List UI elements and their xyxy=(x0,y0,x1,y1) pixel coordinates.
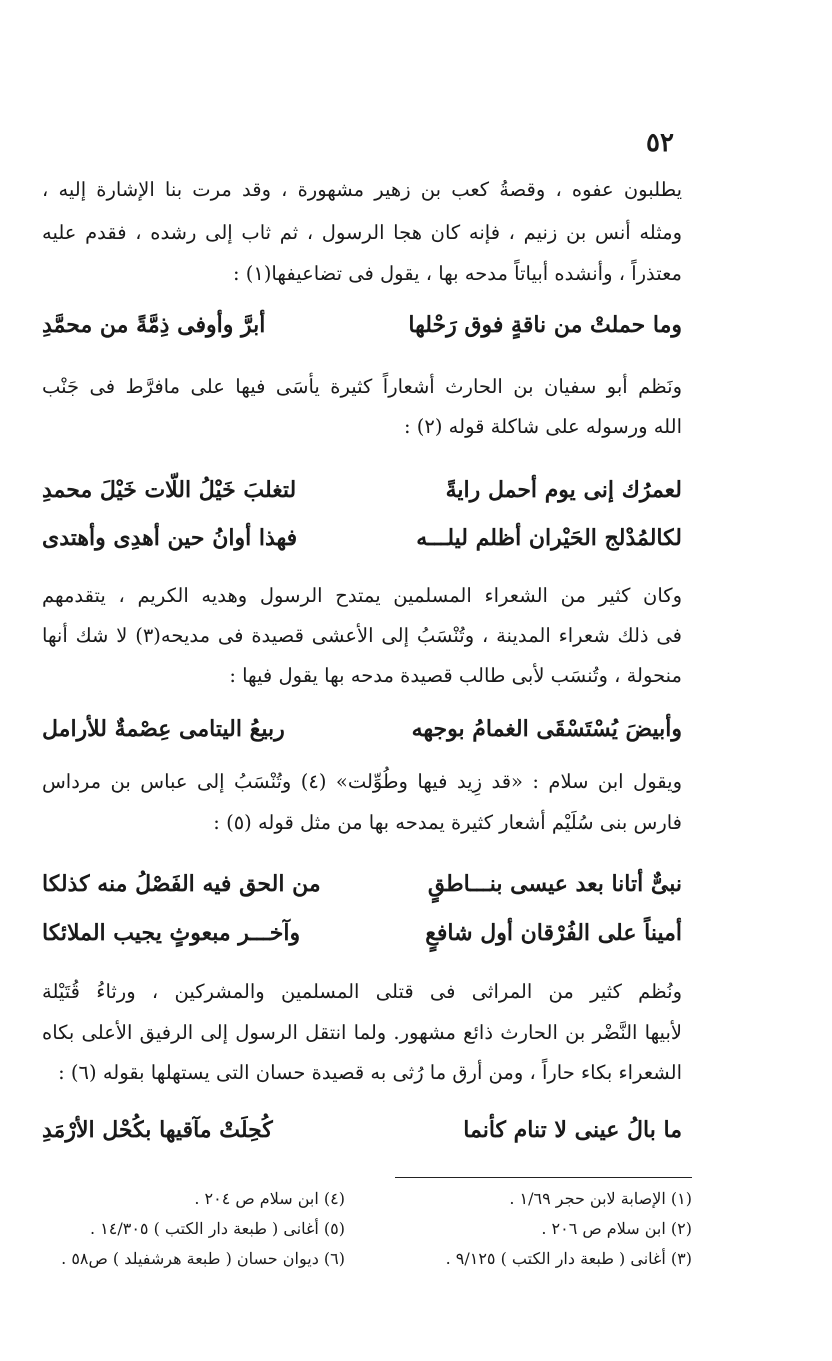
verse-1-first-hemistich: وما حملتْ من ناقةٍ فوق رَحْلها xyxy=(408,312,682,338)
paragraph-5-line-3: الشعراء بكاء حاراً ، ومن أرق ما رُثى به قصيدة حسان التى يستهلها بقوله (٦) : xyxy=(58,1061,682,1084)
footnote-5: (٥) أغانى ( طبعة دار الكتب ) ١٤/٣٠٥ . xyxy=(89,1219,345,1238)
paragraph-5-line-2: لأبيها النَّضْر بن الحارث ذائع مشهور. ولما انتقل الرسول إلى الرفيق الأعلى بكاه xyxy=(42,1021,682,1044)
verse-3-second-hemistich: ربيعُ اليتامى عِصْمةٌ للأرامل xyxy=(42,716,285,742)
verse-2a-first-hemistich: لعمرُك إنى يوم أحمل رايةً xyxy=(445,477,682,503)
footnote-1: (١) الإصابة لابن حجر ١/٦٩ . xyxy=(509,1189,692,1208)
paragraph-1-line-2: ومثله أنس بن زنيم ، فإنه كان هجا الرسول ، ثم ثاب إلى رشده ، فقدم عليه xyxy=(42,221,682,244)
footnote-2: (٢) ابن سلام ص ٢٠٦ . xyxy=(541,1219,692,1238)
paragraph-2-line-1: ونَظم أبو سفيان بن الحارث أشعاراً كثيرة يأسَى فيها على مافرَّط فى جَنْب xyxy=(42,375,682,398)
verse-3-first-hemistich: وأبيضَ يُسْتَسْقَى الغمامُ بوجهه xyxy=(411,716,682,742)
paragraph-1-line-1: يطلبون عفوه ، وقصةُ كعب بن زهير مشهورة ، وقد مرت بنا الإشارة إليه ، xyxy=(42,178,682,201)
paragraph-3-line-1: وكان كثير من الشعراء المسلمين يمتدح الرسول وهديه الكريم ، يتقدمهم xyxy=(42,584,682,607)
footnote-6: (٦) ديوان حسان ( طبعة هرشفيلد ) ص٥٨ . xyxy=(61,1249,345,1268)
paragraph-1-line-3: معتذراً ، وأنشده أبياتاً مدحه بها ، يقول فى تضاعيفها(١) : xyxy=(232,262,682,285)
paragraph-3-line-3: منحولة ، وتُنسَب لأبى طالب قصيدة مدحه بها يقول فيها : xyxy=(229,664,682,687)
paragraph-5-line-1: ونُظم كثير من المراثى فى قتلى المسلمين والمشركين ، ورثاءُ قُتَيْلة xyxy=(42,980,682,1003)
footnote-4: (٤) ابن سلام ص ٢٠٤ . xyxy=(194,1189,345,1208)
verse-4a-first-hemistich: نبىٌّ أتانا بعد عيسى بنـــاطقٍ xyxy=(427,871,682,897)
verse-2b-first-hemistich: لكالمُدْلج الحَيْران أظلم ليلـــه xyxy=(416,525,682,551)
verse-4b-first-hemistich: أميناً على الفُرْقان أول شافعٍ xyxy=(425,920,682,946)
footnote-3: (٣) أغانى ( طبعة دار الكتب ) ٩/١٢٥ . xyxy=(445,1249,692,1268)
verse-2a-second-hemistich: لتغلبَ خَيْلُ اللّات خَيْلَ محمدِ xyxy=(42,477,297,503)
verse-2b-second-hemistich: فهذا أوانُ حين أهدِى وأهتدى xyxy=(42,525,298,551)
footnote-separator xyxy=(395,1177,692,1178)
verse-1-second-hemistich: أبرَّ وأوفى ذِمَّةً من محمَّدِ xyxy=(42,312,266,338)
paragraph-2-line-2: الله ورسوله على شاكلة قوله (٢) : xyxy=(404,415,682,438)
verse-5-second-hemistich: كُحِلَتْ مآقيها بكُحْل الأرْمَدِ xyxy=(42,1117,273,1143)
paragraph-3-line-2: فى ذلك شعراء المدينة ، وتُنْسَبُ إلى الأعشى قصيدة فى مديحه(٣) لا شك أنها xyxy=(42,624,682,647)
verse-4a-second-hemistich: من الحق فيه الفَصْلُ منه كذلكا xyxy=(42,871,321,897)
verse-5-first-hemistich: ما بالُ عينى لا تنام كأنما xyxy=(463,1117,682,1143)
verse-4b-second-hemistich: وآخـــر مبعوثٍ يجيب الملائكا xyxy=(42,920,301,946)
paragraph-4-line-1: ويقول ابن سلام : «قد زِيد فيها وطُوِّلت» (٤) وتُنْسَبُ إلى عباس بن مرداس xyxy=(42,770,682,793)
paragraph-4-line-2: فارس بنى سُلَيْم أشعار كثيرة يمدحه بها من مثل قوله (٥) : xyxy=(213,811,682,834)
page-number: ٥٢ xyxy=(646,128,674,158)
